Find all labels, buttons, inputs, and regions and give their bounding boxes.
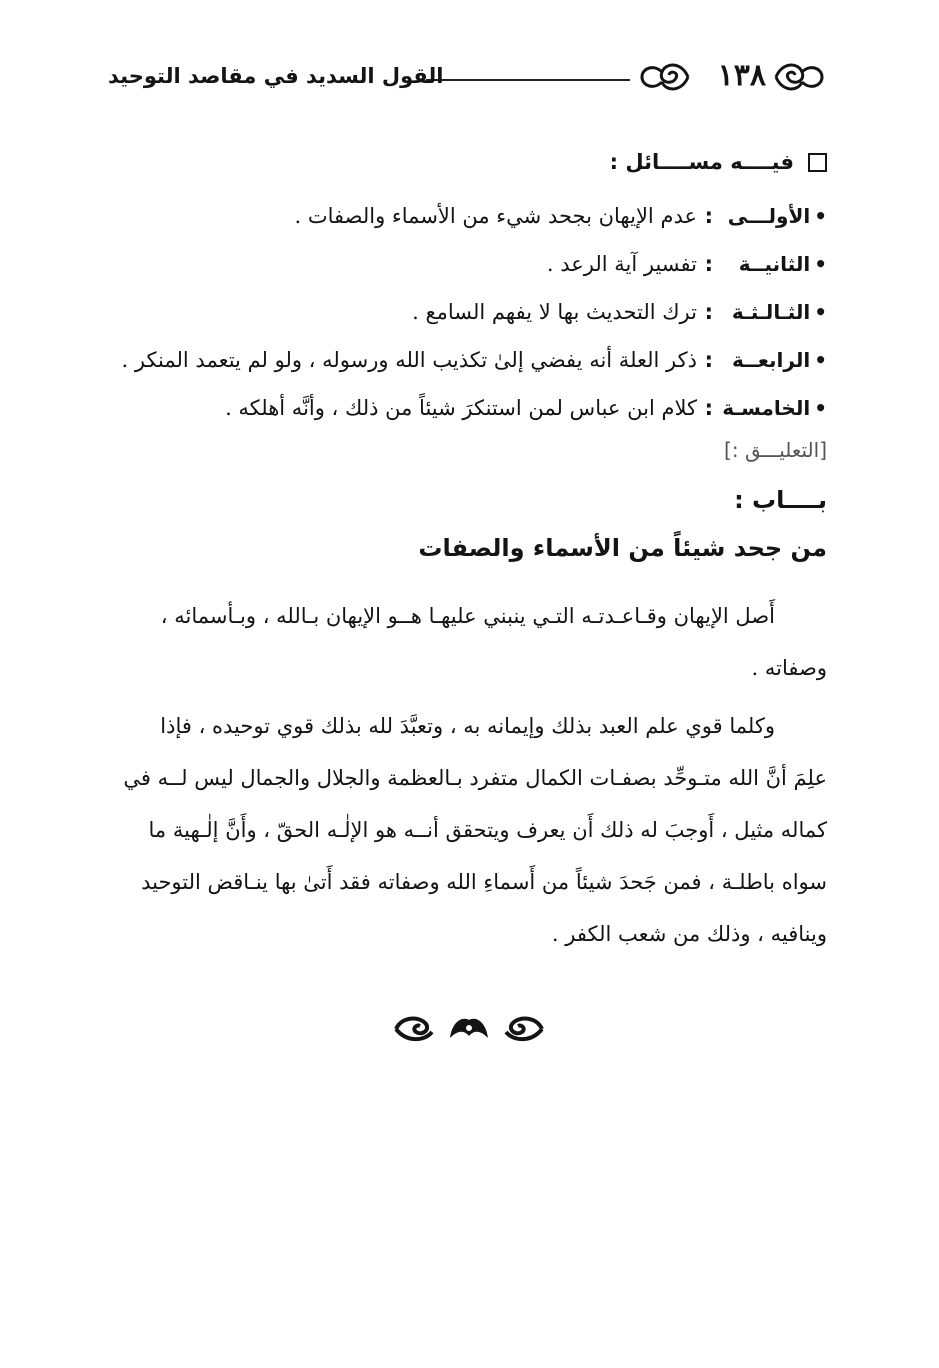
issue-colon: :: [704, 252, 713, 276]
issue-label: •الثـالـثـة: [731, 300, 827, 324]
paragraph: [111, 700, 827, 960]
paragraph: [111, 590, 827, 694]
issue-label: •الخامسـة: [722, 396, 827, 420]
chapter-title: من جحد شيئاً من الأسماء والصفات: [418, 534, 827, 562]
issue-colon: :: [704, 348, 713, 372]
commentary-label: [التعليـــق :]: [724, 438, 827, 462]
end-ornament-icon: [392, 1012, 546, 1046]
checkbox-square-icon: [808, 153, 827, 172]
page-header: [108, 52, 826, 104]
header-ornament-icon: [638, 60, 692, 94]
issues-heading-text: فيــــه مســــائل :: [609, 150, 794, 174]
paragraph-line: كماله مثيل ، أَوجبَ له ذلك أَن يعرف ويتحقق أنــه هو الإلٰـه الحقّ ، وأَنَّ إلٰـهية ما: [148, 818, 827, 842]
header-rule: [426, 79, 630, 81]
issue-label: •الأولـــى: [727, 204, 827, 228]
chapter-label: بــــاب :: [734, 486, 827, 514]
paragraph-line: وينافيه ، وذلك من شعب الكفر .: [551, 922, 827, 946]
page-number: ١٣٨: [717, 58, 766, 93]
issue-text: ترك التحديث بها لا يفهم السامع .: [412, 300, 697, 324]
issue-colon: :: [704, 396, 713, 420]
issue-text: تفسير آية الرعد .: [546, 252, 697, 276]
issue-text: عدم الإيهان بجحد شيء من الأسماء والصفات .: [294, 204, 697, 228]
issues-heading: [610, 150, 827, 174]
running-title: القول السديد في مقاصد التوحيد: [108, 64, 444, 88]
paragraph-line: سواه باطلـة ، فمن جَحدَ شيئاً من أَسماءِ الله وصفاته فقد أَتىٰ بها ينـاقض التوحيد: [141, 870, 827, 894]
issue-label: •الرابعــة: [731, 348, 827, 372]
issue-text: كلام ابن عباس لمن استنكرَ شيئاً من ذلك ، وأنَّه أهلكه .: [225, 396, 697, 420]
paragraph-line: وصفاته .: [751, 656, 827, 680]
issue-colon: :: [704, 204, 713, 228]
issue-colon: :: [704, 300, 713, 324]
header-ornament-icon: [772, 60, 826, 94]
paragraph-line: علِمَ أنَّ الله متـوحِّد بصفـات الكمال متفرد بـالعظمة والجلال والجمال ليس لــه في: [123, 766, 827, 790]
paragraph-line: أَصل الإيهان وقـاعـدتـه التـي ينبني عليهـا هــو الإيهان بـالله ، وبـأسمائه ،: [160, 604, 775, 628]
issue-label: •الثانيــة: [738, 252, 827, 276]
issue-text: ذكر العلة أنه يفضي إلىٰ تكذيب الله ورسوله ، ولو لم يتعمد المنكر .: [121, 348, 697, 372]
paragraph-line: وكلما قوي علم العبد بذلك وإيمانه به ، وتعبَّدَ لله بذلك قوي توحيده ، فإذا: [160, 714, 775, 738]
